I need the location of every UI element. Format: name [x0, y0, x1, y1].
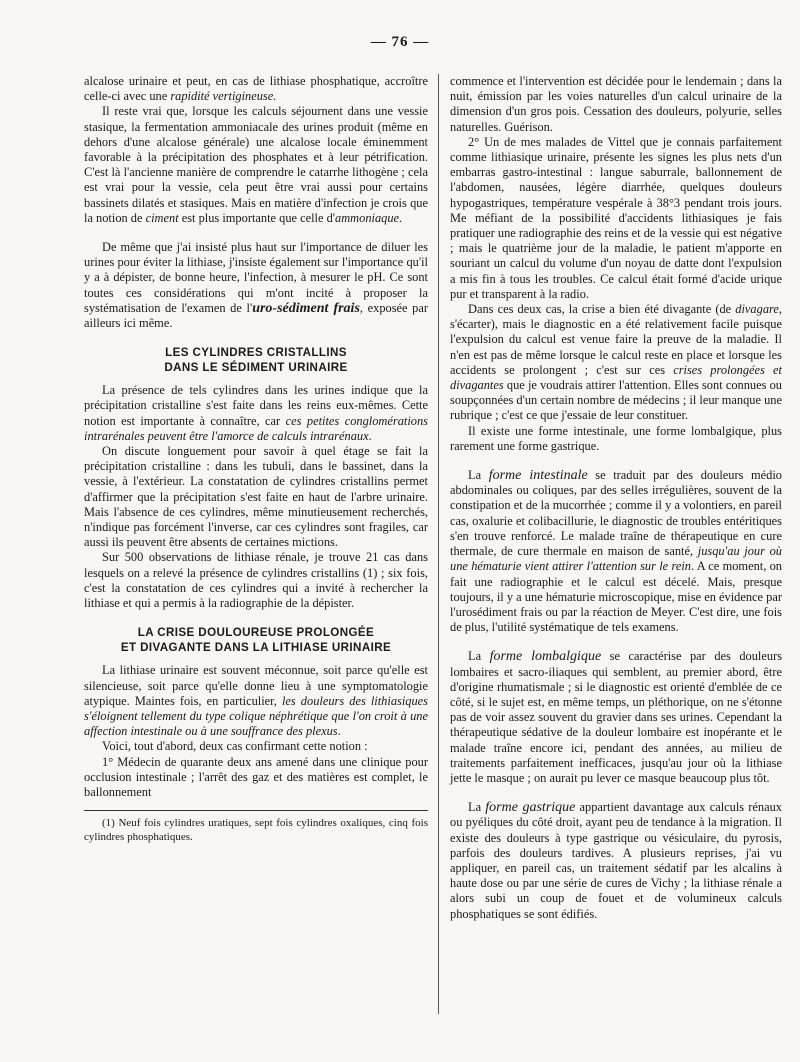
- paragraph: [450, 800, 782, 922]
- italic-span: ciment: [145, 210, 179, 225]
- paragraph: [84, 663, 428, 739]
- heading-line: ET DIVAGANTE DANS LA LITHIASE URINAIRE: [120, 641, 392, 655]
- text-span: se traduit par des douleurs médio abdominales ou coliques, par des selles irrégulières, souvent de la constipation et de la mucorrhée ; comme il y a volontiers, en pareil cas, oxalurie et colibacillurie, le diagnostic de troubles entéritiques s'en trouve renforcé. Le malade traîne de thérapeutique en cure thermale, de cure thermale en maison de santé,: [450, 468, 782, 559]
- text-span: De même que j'ai insisté plus haut sur l'importance de diluer les urines pour éviter la lithiase, j'insiste également sur l'importance qu'il y a à dépister, de bonne heure, l'infection, à mesurer le pH. Ce sont toutes ces considérations qui m'ont incité à proposer la systématisation de l'examen de l': [84, 240, 428, 315]
- section-heading: [84, 625, 428, 655]
- text-span: Dans ces deux cas, la crise a bien été divagante (de: [468, 302, 736, 317]
- italic-span: jusqu'au jour où une hématurie vient attirer l'attention sur le rein: [450, 544, 782, 574]
- text-span: La présence de tels cylindres dans les urines indique que la précipitation cristalline s'est faite dans les reins eux-mêmes. Cette notion est importante à connaître, car: [84, 383, 428, 428]
- italic-span: les douleurs des lithiasiques s'éloignent tellement du type colique néphrétique que l'on croit à une affection intestinale ou à une souffrance des plexus: [84, 693, 428, 739]
- text-span: .: [368, 428, 372, 443]
- paragraph: [450, 468, 782, 635]
- italic-span: forme lombalgique: [489, 649, 602, 665]
- italic-span: ammoniaque: [335, 210, 400, 225]
- section-heading: [84, 345, 428, 375]
- italic-span: ces petites conglomérations intrarénales peuvent être l'amorce de calculs intrarénaux: [84, 413, 428, 443]
- text-span: La lithiase urinaire est souvent méconnue, soit parce qu'elle est silencieuse, soit parce qu'elle donne lieu à une symptomatologie atypique. Maintes fois, en particulier,: [84, 663, 428, 708]
- text-span: se caractérise par des douleurs lombaires et sacro-iliaques qui semblent, au premier abord, être d'origine rhumatismale ; si le diagnostic est orienté d'emblée de ce côté, si le sujet est, en même temps, un pléthorique, on ne s'étonne pas de voir assez souvent du gravier dans ses urines. Cependant la thérapeutique sédative de la douleur lombaire est inopérante et le malade traîne encore ici, pendant des années, au milieu de traitements parfaitement inefficaces, jusqu'au jour où la lithiase jette le masque ; on aurait pu lever ce masque beaucoup plus tôt.: [450, 649, 783, 785]
- page-number: — 76 —: [370, 34, 430, 50]
- italic-span: crises prolongées et divagantes: [450, 362, 782, 393]
- text-span: .: [337, 724, 341, 739]
- paragraph: [450, 649, 782, 786]
- footnote: (1) Neuf fois cylindres uratiques, sept fois cylindres oxaliques, cinq fois cylindres phosphatiques.: [84, 817, 428, 843]
- footnote-divider: [84, 810, 428, 811]
- paragraph: On discute longuement pour savoir à quel étage se fait la précipitation cristalline : dans les tubuli, dans le bassinet, dans la vessie, à l'extérieur. La constatation de cylindres cristallins permet d'affirmer que la précipitation s'est faite en haut de l'arbre urinaire. Mais l'absence de ces cylindres, même minutieusement recherchés, n'indique pas forcément l'inverse, car ces cylindres sont fragiles, car aussi ils peuvent être absents de certaines mictions.: [84, 444, 428, 550]
- text-span: alcalose urinaire et peut, en cas de lithiase phosphatique, accroître celle-ci avec une: [84, 74, 428, 104]
- paragraph: 1° Médecin de quarante deux ans amené dans une clinique pour occlusion intestinale ; l'arrêt des gaz et des matières est complet, le ballonnement: [84, 754, 428, 799]
- paragraph: Sur 500 observations de lithiase rénale, je trouve 21 cas dans lesquels on a relevé la présence de cylindres cristallins (1) ; six fois, c'est la constatation de ces cylindres qui a invité à rechercher la lithiase et qui a permis à la radiographie de la dépister.: [84, 550, 428, 611]
- italic-span: forme intestinale: [488, 468, 588, 484]
- left-column: [84, 74, 428, 844]
- bold-italic-span: uro-sédiment frais: [252, 300, 360, 316]
- italic-span: forme gastrique: [485, 800, 576, 816]
- text-span: appartient davantage aux calculs rénaux ou pyéliques du côté droit, ayant peu de tendance à la migration. Il existe des douleurs à type gastrique ou vésiculaire, du pyrosis, parfois des douleurs tardives. A plusieurs reprises, j'ai vu appliquer, en pareil cas, un traitement sédatif par les alcalins à haute dose ou par une série de cures de Vichy ; la lithiase rénale a alors subi un coup de fouet et de volumineux calculs phosphatiques se sont édifiés.: [450, 800, 782, 921]
- italic-span: rapidité vertigineuse.: [170, 89, 277, 104]
- paragraph: [84, 104, 428, 226]
- column-divider: [438, 74, 439, 1014]
- paragraph: Voici, tout d'abord, deux cas confirmant cette notion :: [102, 739, 368, 754]
- paragraph: [84, 74, 428, 104]
- text-span: La: [468, 468, 489, 483]
- heading-line: LA CRISE DOULOUREUSE PROLONGÉE: [137, 626, 375, 640]
- right-column: [450, 74, 782, 922]
- paragraph: commence et l'intervention est décidée pour le lendemain ; dans la nuit, émission par les voies naturelles d'un calcul urinaire de la dimension d'un gros pois. Cessation des douleurs, polyurie, selles naturelles. Guérison.: [450, 74, 782, 134]
- text-span: La: [468, 800, 486, 815]
- text-span: que je voudrais attirer l'attention. Elles sont connues ou soupçonnées d'un certain nombre de médecins ; il leur manque une rubrique ; c'est ce que j'essaie de leur constituer.: [450, 378, 782, 423]
- paragraph: 2° Un de mes malades de Vittel que je connais parfaitement comme lithiasique urinaire, présente les signes les plus nets d'un embarras gastro-intestinal : langue saburrale, ballonnement de l'abdomen, nausées, légère diarrhée, quelques douleurs hypogastriques, température vespérale à 38°3 pendant trois jours. Me méfiant de la possibilité d'accidents lithiasiques je fais pratiquer une radiographie des reins et de la vessie qui est négative ; mais le quatrième jour de la maladie, le patient m'apporte en souriant un calcul du volume d'un noyau de datte dont l'expulsion a mis fin à tous les troubles. Ce calcul était formé d'acide urique pur et transparent à la radio.: [450, 134, 782, 301]
- text-span: est plus importante que celle d': [178, 210, 336, 225]
- paragraph: [84, 240, 428, 331]
- text-span: .: [399, 210, 403, 225]
- italic-span: divagare: [735, 302, 779, 317]
- text-span: Il reste vrai que, lorsque les calculs séjournent dans une vessie stasique, la fermentation ammoniacale des urines produit (même en dehors d'une alcalose générale) une alcalose locale éminemment favorable à la précipitation des phosphates et à leur pétrification. C'est là l'ancienne manière de comprendre le catarrhe lithogène ; cela est vrai pour la vessie, cela peut être vrai aussi pour certains bassinets dilatés et stasiques. Mais en matière d'infection je crois que la notion de: [84, 104, 428, 225]
- paragraph: Il existe une forme intestinale, une forme lombalgique, plus rarement une forme gastrique.: [450, 423, 782, 453]
- paragraph: [450, 302, 782, 424]
- text-span: . A ce moment, on fait une radiographie et le calcul est décelé. Mais, presque toujours, il y a une hématurie microscopique, mise en évidence par l'urosédiment frais ou par la réaction de Meyer. C'est dire, une fois de plus, l'utilité systématique de tels examens.: [450, 559, 782, 635]
- heading-line: LES CYLINDRES CRISTALLINS: [165, 346, 347, 360]
- text-span: , exposée par ailleurs ici même.: [84, 300, 428, 331]
- heading-line: DANS LE SÉDIMENT URINAIRE: [164, 361, 348, 375]
- text-span: , s'écarter), mais le diagnostic en a été relativement facile puisque l'expulsion du calcul est venue faire la preuve de la maladie. Il n'en est pas de même lorsque le calcul reste en place et lorsque les accidents se prolongent ; c'est sur ces: [450, 302, 782, 377]
- text-span: La: [468, 649, 490, 664]
- paragraph: [84, 383, 428, 444]
